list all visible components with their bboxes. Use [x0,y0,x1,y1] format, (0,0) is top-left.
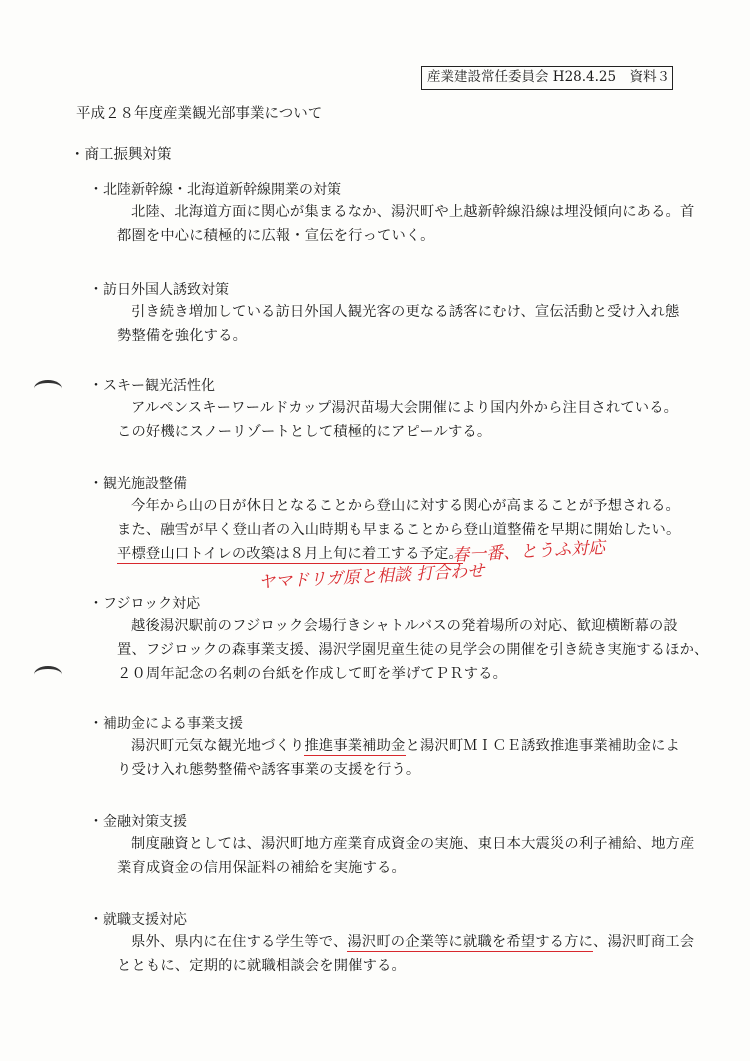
text-segment: 、湯沢町商工会 [593,934,695,950]
body-line: とともに、定期的に就職相談会を開催する。 [117,958,406,974]
body-line: 引き続き増加している訪日外国人観光客の更なる誘客にむけ、宣伝活動と受け入れ態 [131,304,680,320]
text-segment: 県外、県内に在住する学生等で、 [131,934,348,950]
body-line: ２０周年記念の名刺の台紙を作成して町を挙げてＰＲする。 [117,666,508,682]
red-underline: 平標登山口トイレの改築は８月上旬に着工する予定。 [117,546,464,562]
body-line [117,734,679,758]
item-heading: ・補助金による事業支援 [89,716,243,732]
item-heading: ・北陸新幹線・北海道新幹線開業の対策 [89,182,341,198]
body-line: 今年から山の日が休日となることから登山に対する関心が高まることが予想される。 [131,498,680,514]
text-segment: 湯沢町元気な観光地づくり [131,738,305,754]
item-hokuriku-shinkansen [89,180,695,248]
item-body [89,614,709,686]
red-underline: 推進事業補助金 [304,738,406,754]
item-fuji-rock [89,594,709,686]
item-body [89,396,679,444]
handwritten-note: ヤマドリガ原と相談 打合わせ [257,561,485,593]
item-ski-tourism [89,376,679,444]
item-financial-support [89,812,695,880]
body-line: 越後湯沢駅前のフジロック会場行きシャトルバスの発着場所の対応、歓迎横断幕の設 [131,618,678,634]
item-subsidy-support [89,714,679,782]
body-line: この好機にスノーリゾートとして積極的にアピールする。 [117,424,492,440]
item-heading: ・金融対策支援 [89,814,187,830]
item-body [89,930,695,978]
item-body [89,734,679,782]
body-line: 置、フジロックの森事業支援、湯沢学園児童生徒の見学会の開催を引き続き実施するほか、 [117,642,709,658]
item-employment-support [89,910,695,978]
item-inbound-tourism [89,280,679,348]
body-line: 制度融資としては、湯沢町地方産業育成資金の実施、東日本大震災の利子補給、地方産 [131,836,695,852]
item-body [89,832,695,880]
body-line: 勢整備を強化する。 [117,328,248,344]
text-segment: と湯沢町ＭＩＣＥ誘致推進事業補助金によ [405,738,681,754]
handwritten-note: 春一番、とうふ対応 [451,538,606,566]
body-line: また、融雪が早く登山者の入山時期も早まることから登山道整備を早期に開始したい。 [117,522,681,538]
item-heading: ・就職支援対応 [89,912,187,928]
body-line [117,930,695,954]
item-heading: ・フジロック対応 [89,596,201,612]
item-heading: ・観光施設整備 [89,476,187,492]
document-title: 平成２８年度産業観光部事業について [76,106,323,122]
red-underline: 湯沢町の企業等に就職を希望する方に [347,934,594,950]
body-line: 都圏を中心に積極的に広報・宣伝を行っていく。 [117,228,435,244]
punch-hole-mark [34,666,62,683]
body-line: アルペンスキーワールドカップ湯沢苗場大会開催により国内外から注目されている。 [131,400,679,416]
body-line: 業育成資金の信用保証料の補給を実施する。 [117,860,406,876]
item-body [89,200,695,248]
body-line: 北陸、北海道方面に関心が集まるなか、湯沢町や上越新幹線沿線は埋没傾向にある。首 [131,204,695,220]
header-reference-box: 産業建設常任委員会 H28.4.25 資料３ [421,66,673,90]
section-title: ・商工振興対策 [70,147,172,163]
item-heading: ・訪日外国人誘致対策 [89,282,229,298]
item-heading: ・スキー観光活性化 [89,378,215,394]
item-body [89,300,679,348]
punch-hole-mark [34,380,62,397]
body-line: り受け入れ態勢整備や誘客事業の支援を行う。 [117,762,421,778]
